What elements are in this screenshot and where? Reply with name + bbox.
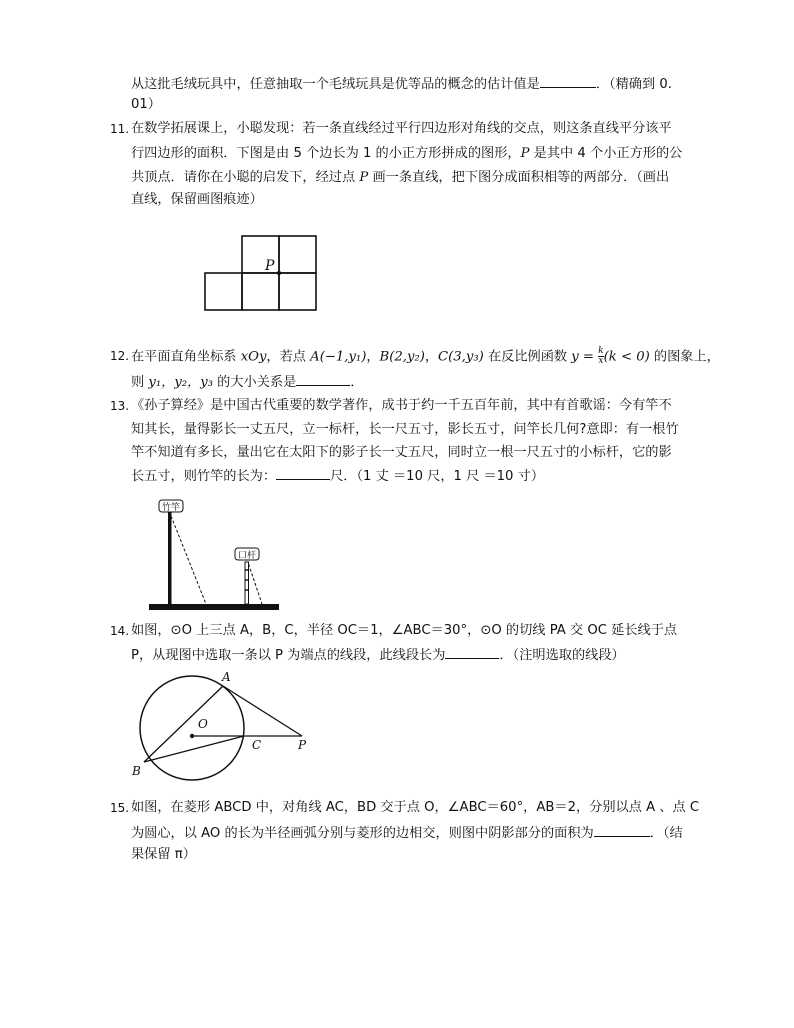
q11-number: 11. (110, 122, 130, 136)
label-c: C (252, 738, 262, 752)
q15-line-3: 果保留 π） (131, 847, 196, 862)
q14-line-1: 如图，⊙O 上三点 A，B，C，半径 OC＝1，∠ABC＝30°，⊙O 的切线 PA 交 OC 延长线于点 (131, 623, 678, 638)
label-a: A (222, 670, 231, 684)
point-p-label: P (265, 258, 275, 274)
q15-answer-blank[interactable] (594, 823, 650, 837)
square-bottom-3 (279, 273, 316, 310)
q12-fraction: $\frac{k}{x}$ (598, 346, 604, 366)
segment-bc (144, 736, 244, 762)
q13-line-3: 竿不知道有多长，量出它在太阳下的影子长一丈五尺，同时立一根一尺五寸的小标杆，它的影 (131, 445, 672, 460)
tangent-pa (223, 686, 302, 736)
point-p-dot (277, 271, 281, 275)
q11-line-4: 直线，保留画图痕迹） (131, 192, 263, 207)
ground-base (149, 604, 279, 610)
label-p: P (298, 738, 307, 752)
q11-line-3: 共顶点．请你在小聪的启发下，经过点 P 画一条直线，把下图分成面积相等的两部分．（画出 (131, 170, 670, 185)
q10-answer-blank[interactable] (540, 74, 596, 88)
pole-label: 竹竿 (161, 503, 181, 513)
q12-line-2: 则 y₁，y₂，y₃ 的大小关系是 ． (131, 372, 364, 392)
q12-line-1: 在平面直角坐标系 xOy，若点 A(−1,y₁)，B(2,y₂)，C(3,y₃) 在反比例函数 y = $\frac{k}{x}$ (k < 0) 的图象上， (131, 346, 720, 366)
q11-line-1: 在数学拓展课上，小聪发现：若一条直线经过平行四边形对角线的交点，则这条直线平分该平 (131, 121, 672, 136)
q11-squares-figure (200, 232, 324, 312)
q15-line-2: 为圆心，以 AO 的长为半径画弧分别与菱形的边相交，则图中阴影部分的面积为 ．（结 (131, 823, 683, 843)
q14-circle-figure (130, 666, 320, 782)
circle-o (140, 676, 244, 780)
small-rod (245, 562, 249, 604)
q13-answer-blank[interactable] (276, 466, 330, 480)
q11-line-2: 行四边形的面积．下图是由 5 个边长为 1 的小正方形拼成的图形，P 是其中 4 个小正方形的公 (131, 146, 683, 161)
square-bottom-1 (205, 273, 242, 310)
q14-number: 14. (110, 624, 130, 638)
rod-label: 口杆 (237, 551, 257, 561)
q13-line-1: 《孙子算经》是中国古代重要的数学著作，成书于约一千五百年前，其中有首歌谣：今有竿不 (131, 398, 672, 413)
label-b: B (132, 764, 141, 778)
square-top-right (279, 236, 316, 273)
square-bottom-2 (242, 273, 279, 310)
q12-number: 12. (110, 349, 130, 363)
q10-line-2: 01） (131, 97, 161, 112)
segment-ba (144, 686, 223, 762)
q13-line-4: 长五寸，则竹竿的长为： 尺．（1 丈 ＝10 尺，1 尺 ＝10 寸） (131, 466, 544, 486)
rod-shadow-ray (249, 564, 263, 604)
pole-shadow-ray (171, 516, 206, 604)
center-dot (190, 734, 194, 738)
q10-line-1: 从这批毛绒玩具中，任意抽取一个毛绒玩具是优等品的概念的估计值是 ．（精确到 0. (131, 74, 672, 94)
label-o: O (198, 717, 208, 731)
q13-number: 13. (110, 399, 130, 413)
q13-bamboo-figure (146, 496, 282, 614)
q14-answer-blank[interactable] (445, 645, 499, 659)
q15-line-1: 如图，在菱形 ABCD 中，对角线 AC，BD 交于点 O，∠ABC＝60°，AB＝2，分别以点 A 、点 C (131, 800, 700, 815)
bamboo-pole (168, 512, 172, 604)
q12-answer-blank[interactable] (296, 372, 350, 386)
q15-number: 15. (110, 801, 130, 815)
q13-line-2: 知其长，量得影长一丈五尺，立一标杆，长一尺五寸，影长五寸，问竿长几何?意即：有一根竹 (131, 422, 679, 437)
q14-line-2: P，从现图中选取一条以 P 为端点的线段，此线段长为 ．（注明选取的线段） (131, 645, 625, 665)
